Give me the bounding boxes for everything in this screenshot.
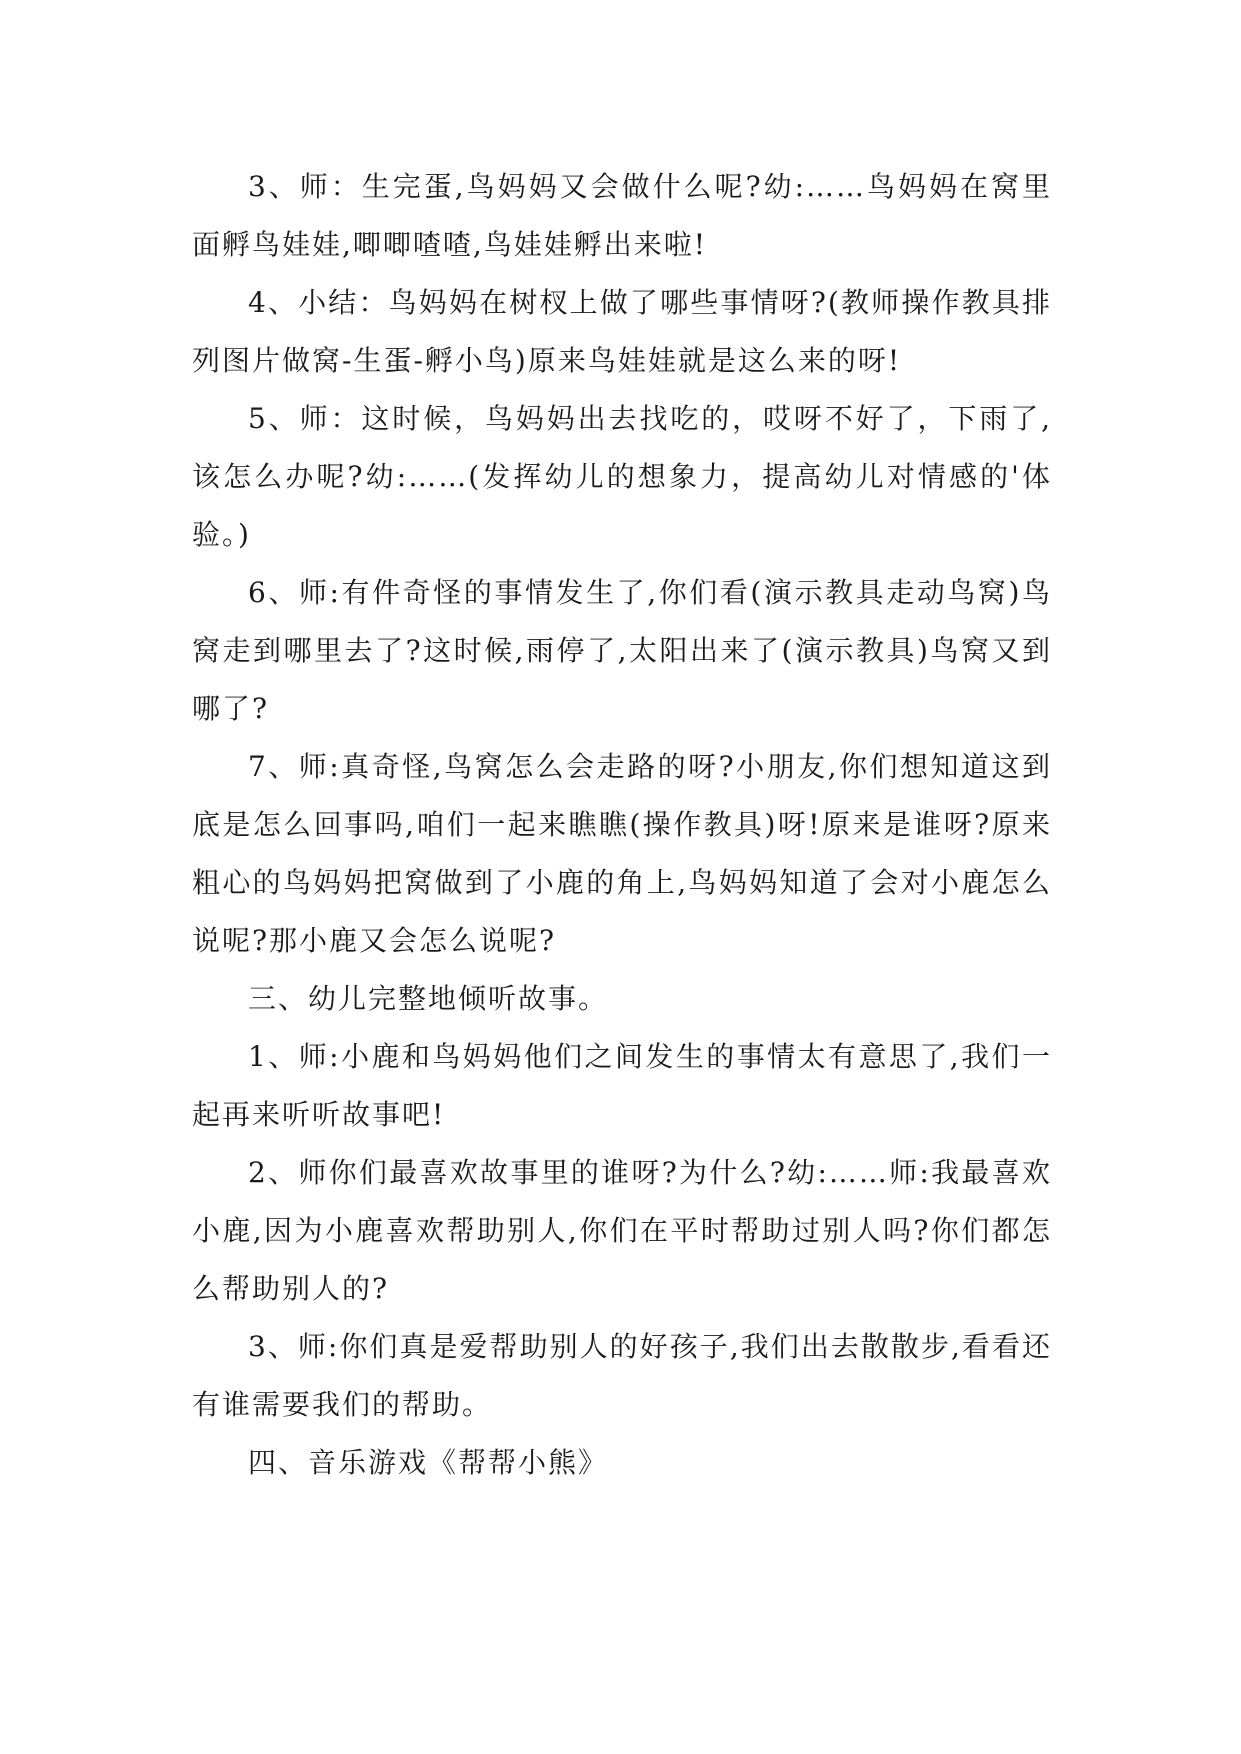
- paragraph-step-7-deer: 7、师:真奇怪,鸟窝怎么会走路的呀?小朋友,你们想知道这到底是怎么回事吗,咱们一起来瞧瞧(操作教具)呀!原来是谁呀?原来粗心的鸟妈妈把窝做到了小鹿的角上,鸟妈妈知道了会对小鹿怎么说呢?那小鹿又会怎么说呢?: [192, 750, 1052, 957]
- paragraph-listen-3: 3、师:你们真是爱帮助别人的好孩子,我们出去散散步,看看还有谁需要我们的帮助。: [192, 1330, 1052, 1421]
- paragraph-listen-2: 2、师你们最喜欢故事里的谁呀?为什么?幼:……师:我最喜欢小鹿,因为小鹿喜欢帮助别人,你们在平时帮助过别人吗?你们都怎么帮助别人的?: [192, 1156, 1052, 1305]
- paragraph-listen-1: 1、师:小鹿和鸟妈妈他们之间发生的事情太有意思了,我们一起再来听听故事吧!: [192, 1040, 1052, 1131]
- document-body: [192, 158, 1052, 1492]
- paragraph-step-6-nest-moves: 6、师:有件奇怪的事情发生了,你们看(演示教具走动鸟窝)鸟窝走到哪里去了?这时候,雨停了,太阳出来了(演示教具)鸟窝又到哪了?: [192, 576, 1052, 725]
- paragraph-step-5-rain: 5、师：这时候，鸟妈妈出去找吃的，哎呀不好了，下雨了,该怎么办呢?幼:……(发挥幼儿的想象力，提高幼儿对情感的'体验。): [192, 402, 1052, 551]
- paragraph-step-3-egg: 3、师：生完蛋,鸟妈妈又会做什么呢?幼:……鸟妈妈在窝里面孵鸟娃娃,唧唧喳喳,鸟娃娃孵出来啦!: [192, 170, 1052, 261]
- paragraph-step-4-summary: 4、小结：鸟妈妈在树杈上做了哪些事情呀?(教师操作教具排列图片做窝-生蛋-孵小鸟)原来鸟娃娃就是这么来的呀!: [192, 286, 1052, 377]
- section-heading-listen-story: 三、幼儿完整地倾听故事。: [248, 982, 609, 1015]
- section-heading-music-game: 四、音乐游戏《帮帮小熊》: [248, 1446, 609, 1479]
